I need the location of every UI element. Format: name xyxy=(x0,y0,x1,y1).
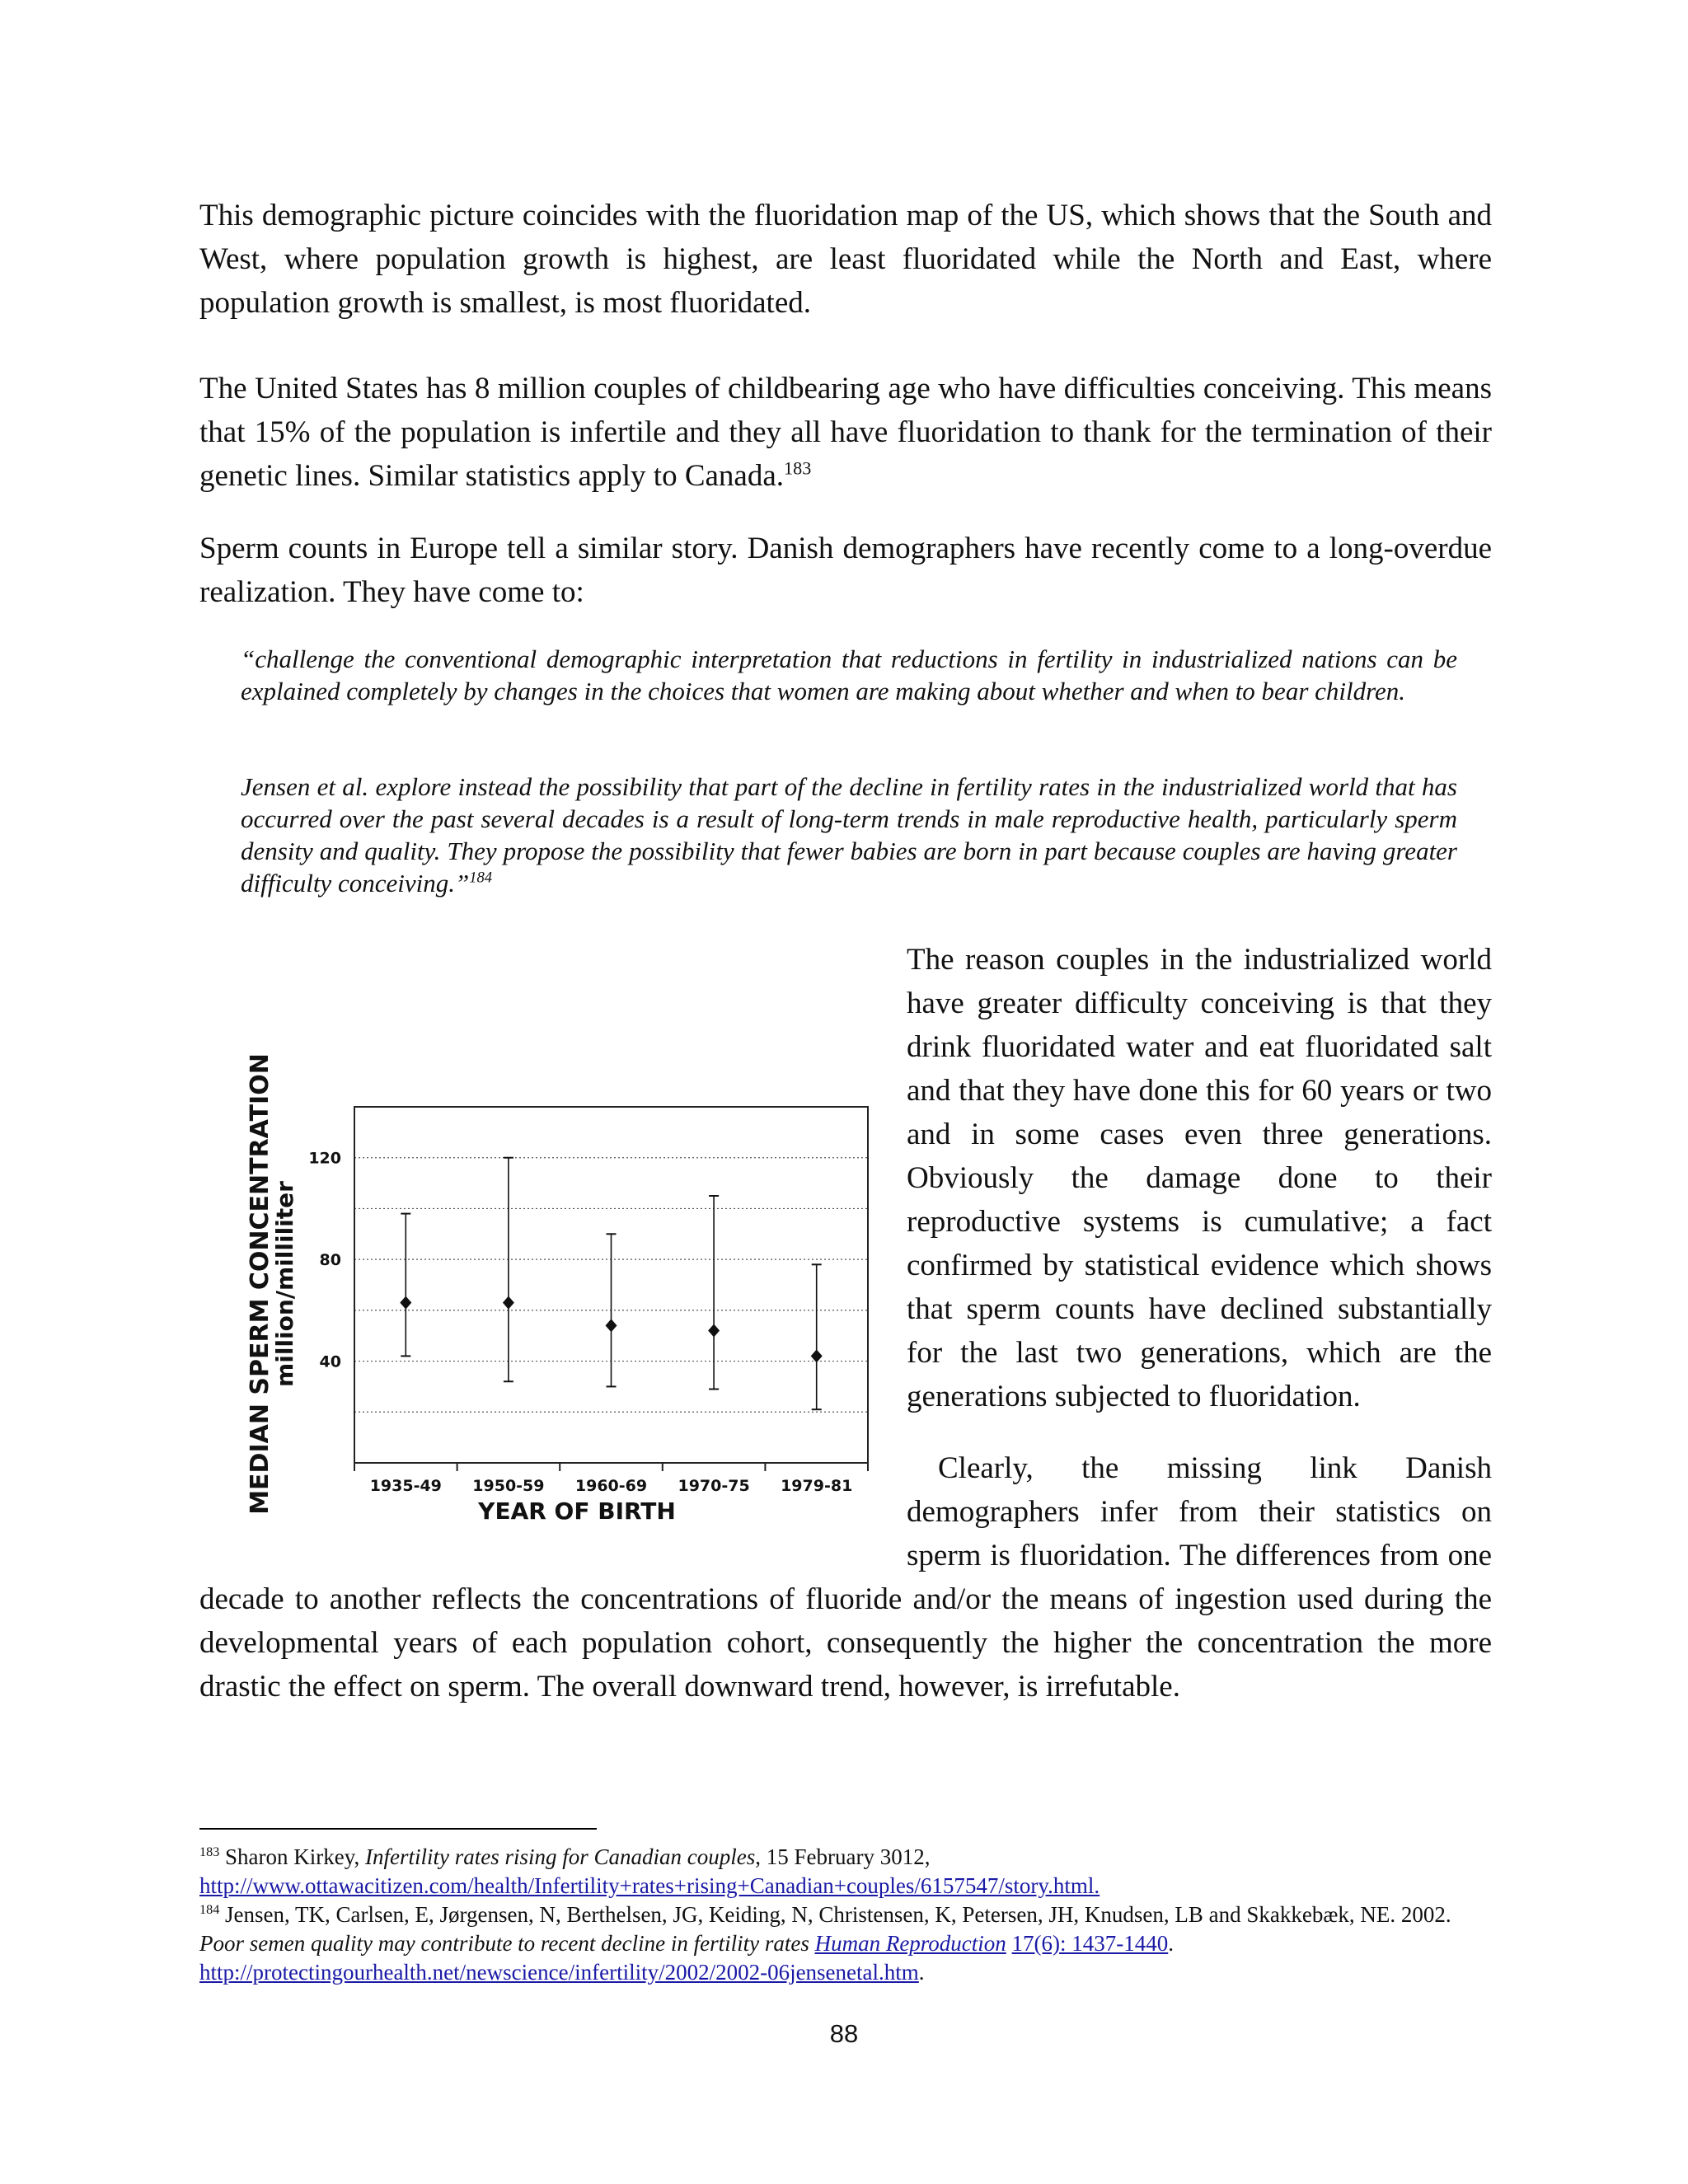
paragraph-us-couples xyxy=(199,367,1492,498)
page-number: 88 xyxy=(829,2019,859,2048)
footnote-183-link[interactable]: http://www.ottawacitizen.com/health/Infertility+rates+rising+Canadian+couples/6157547/story.html. xyxy=(199,1873,1100,1898)
paragraph-text: This demographic picture coincides with the fluoridation map of the US, which shows that the South and West, where population growth is highest, are least fluoridated while the North and East, where population growth is smallest, is most fluoridated. xyxy=(199,199,1492,320)
footnote-ref-184[interactable]: 184 xyxy=(469,869,493,887)
footnote-ref-183[interactable]: 183 xyxy=(784,457,812,479)
footnote-184-link[interactable]: http://protectingourhealth.net/newscience/infertility/2002/2002-06jensenetal.htm xyxy=(199,1960,919,1985)
median-point xyxy=(708,1324,720,1338)
paragraph-text: Clearly, the missing link Danish demographers infer from their statistics on sperm is fluoridation. The differences from one decade to another reflects the concentrations of fluoride and/or the means of ingestion used during the developmental years of each population cohort, consequently the higher the concentration the more drastic the effect on sperm. The overall downward trend, however, is irrefutable. xyxy=(199,1451,1492,1704)
x-tick-label: 1935-49 xyxy=(369,1477,442,1495)
footnote-number: 184 xyxy=(199,1902,220,1917)
chart-marks xyxy=(400,1158,822,1409)
x-tick-label: 1970-75 xyxy=(678,1477,750,1495)
paragraph-sperm-counts-europe xyxy=(199,527,1492,614)
chart-y-axis-unit: million/milliliter xyxy=(271,1181,298,1387)
footnote-text: Sharon Kirkey, xyxy=(219,1844,365,1869)
x-tick-label: 1960-69 xyxy=(574,1477,648,1495)
paragraph-text: Sperm counts in Europe tell a similar story. Danish demographers have recently come to a long-overdue realization. They have come to: xyxy=(199,532,1492,609)
x-tick-label: 1979-81 xyxy=(781,1477,853,1495)
footnote-article-title: Poor semen quality may contribute to recent decline in fertility rates xyxy=(199,1931,809,1956)
footnote-text: Jensen, TK, Carlsen, E, Jørgensen, N, Berthelsen, JG, Keiding, N, Christensen, K, Petersen, JH, Knudsen, LB and Skakkebæk, NE. 2002. xyxy=(219,1902,1451,1927)
blockquote-part-1 xyxy=(241,643,1457,707)
paragraph-text: The reason couples in the industrialized world have greater difficulty conceiving is that they drink fluoridated water and eat fluoridated salt and that they have done this for 60 years or two and in some cases even three generations. Obviously the damage done to their reproductive systems is cumulative; a fact confirmed by statistical evidence which shows that sperm counts have declined substantially for the last two generations, which are the generations subjected to fluoridation. xyxy=(907,943,1492,1413)
x-tick-label: 1950-59 xyxy=(472,1477,545,1495)
y-tick-label: 80 xyxy=(319,1251,341,1270)
chart-y-axis-title: MEDIAN SPERM CONCENTRATION xyxy=(246,1053,274,1515)
footnote-183 xyxy=(199,1843,1492,1900)
paragraph-fluoridation-map xyxy=(199,194,1492,325)
y-tick-label: 40 xyxy=(319,1352,341,1371)
median-point xyxy=(400,1296,411,1310)
quote-text: Jensen et al. explore instead the possibility that part of the decline in fertility rates in the industrialized world that has occurred over the past several decades is a result of long-term trends in male reproductive health, particularly sperm density and quality. They propose the possibility that fewer babies are born in part because couples are having greater difficulty conceiving.” xyxy=(241,772,1457,898)
paragraph-text: The United States has 8 million couples of childbearing age who have difficulties conceiving. This means that 15% of the population is infertile and they all have fluoridation to thank for the termination of their genetic lines. Similar statistics apply to Canada. xyxy=(199,372,1492,493)
chart-y-ticks xyxy=(308,1150,341,1371)
footnote-article-title: Infertility rates rising for Canadian couples xyxy=(365,1844,756,1869)
chart-x-axis-title: YEAR OF BIRTH xyxy=(478,1497,676,1525)
footnote-journal-link[interactable]: Human Reproduction xyxy=(814,1931,1006,1956)
sperm-concentration-chart xyxy=(239,1045,898,1540)
y-tick-label: 120 xyxy=(308,1149,341,1168)
footnote-text: , 15 February 3012, xyxy=(755,1844,931,1869)
footnote-separator xyxy=(199,1828,597,1830)
median-point xyxy=(606,1319,617,1332)
blockquote-part-2 xyxy=(241,771,1457,899)
median-point xyxy=(503,1296,514,1310)
chart-x-ticks xyxy=(354,1463,868,1495)
footnote-184: $^{184}$ Jensen, TK, Carlsen, E, Jørgensen, N, Berthelsen, JG, Keiding, N, Christensen, K, Petersen, JH, Knudsen, LB and Skakkebæk, NE. 2002. Poor semen quality may contribute to recent decline in fertility rates Human Reproduction 17(6): 1437-1440. http://protectingourhealth.net/newscience/infertility/2002/2002-06jensenetal.htm. xyxy=(199,1902,1451,1985)
quote-text: “challenge the conventional demographic interpretation that reductions in fertility in industrialized nations can be explained completely by changes in the choices that women are making about whether and when to bear children. xyxy=(241,644,1457,705)
footnote-number: 183 xyxy=(199,1844,220,1859)
footnote-pages-link[interactable]: 17(6): 1437-1440 xyxy=(1011,1931,1169,1956)
